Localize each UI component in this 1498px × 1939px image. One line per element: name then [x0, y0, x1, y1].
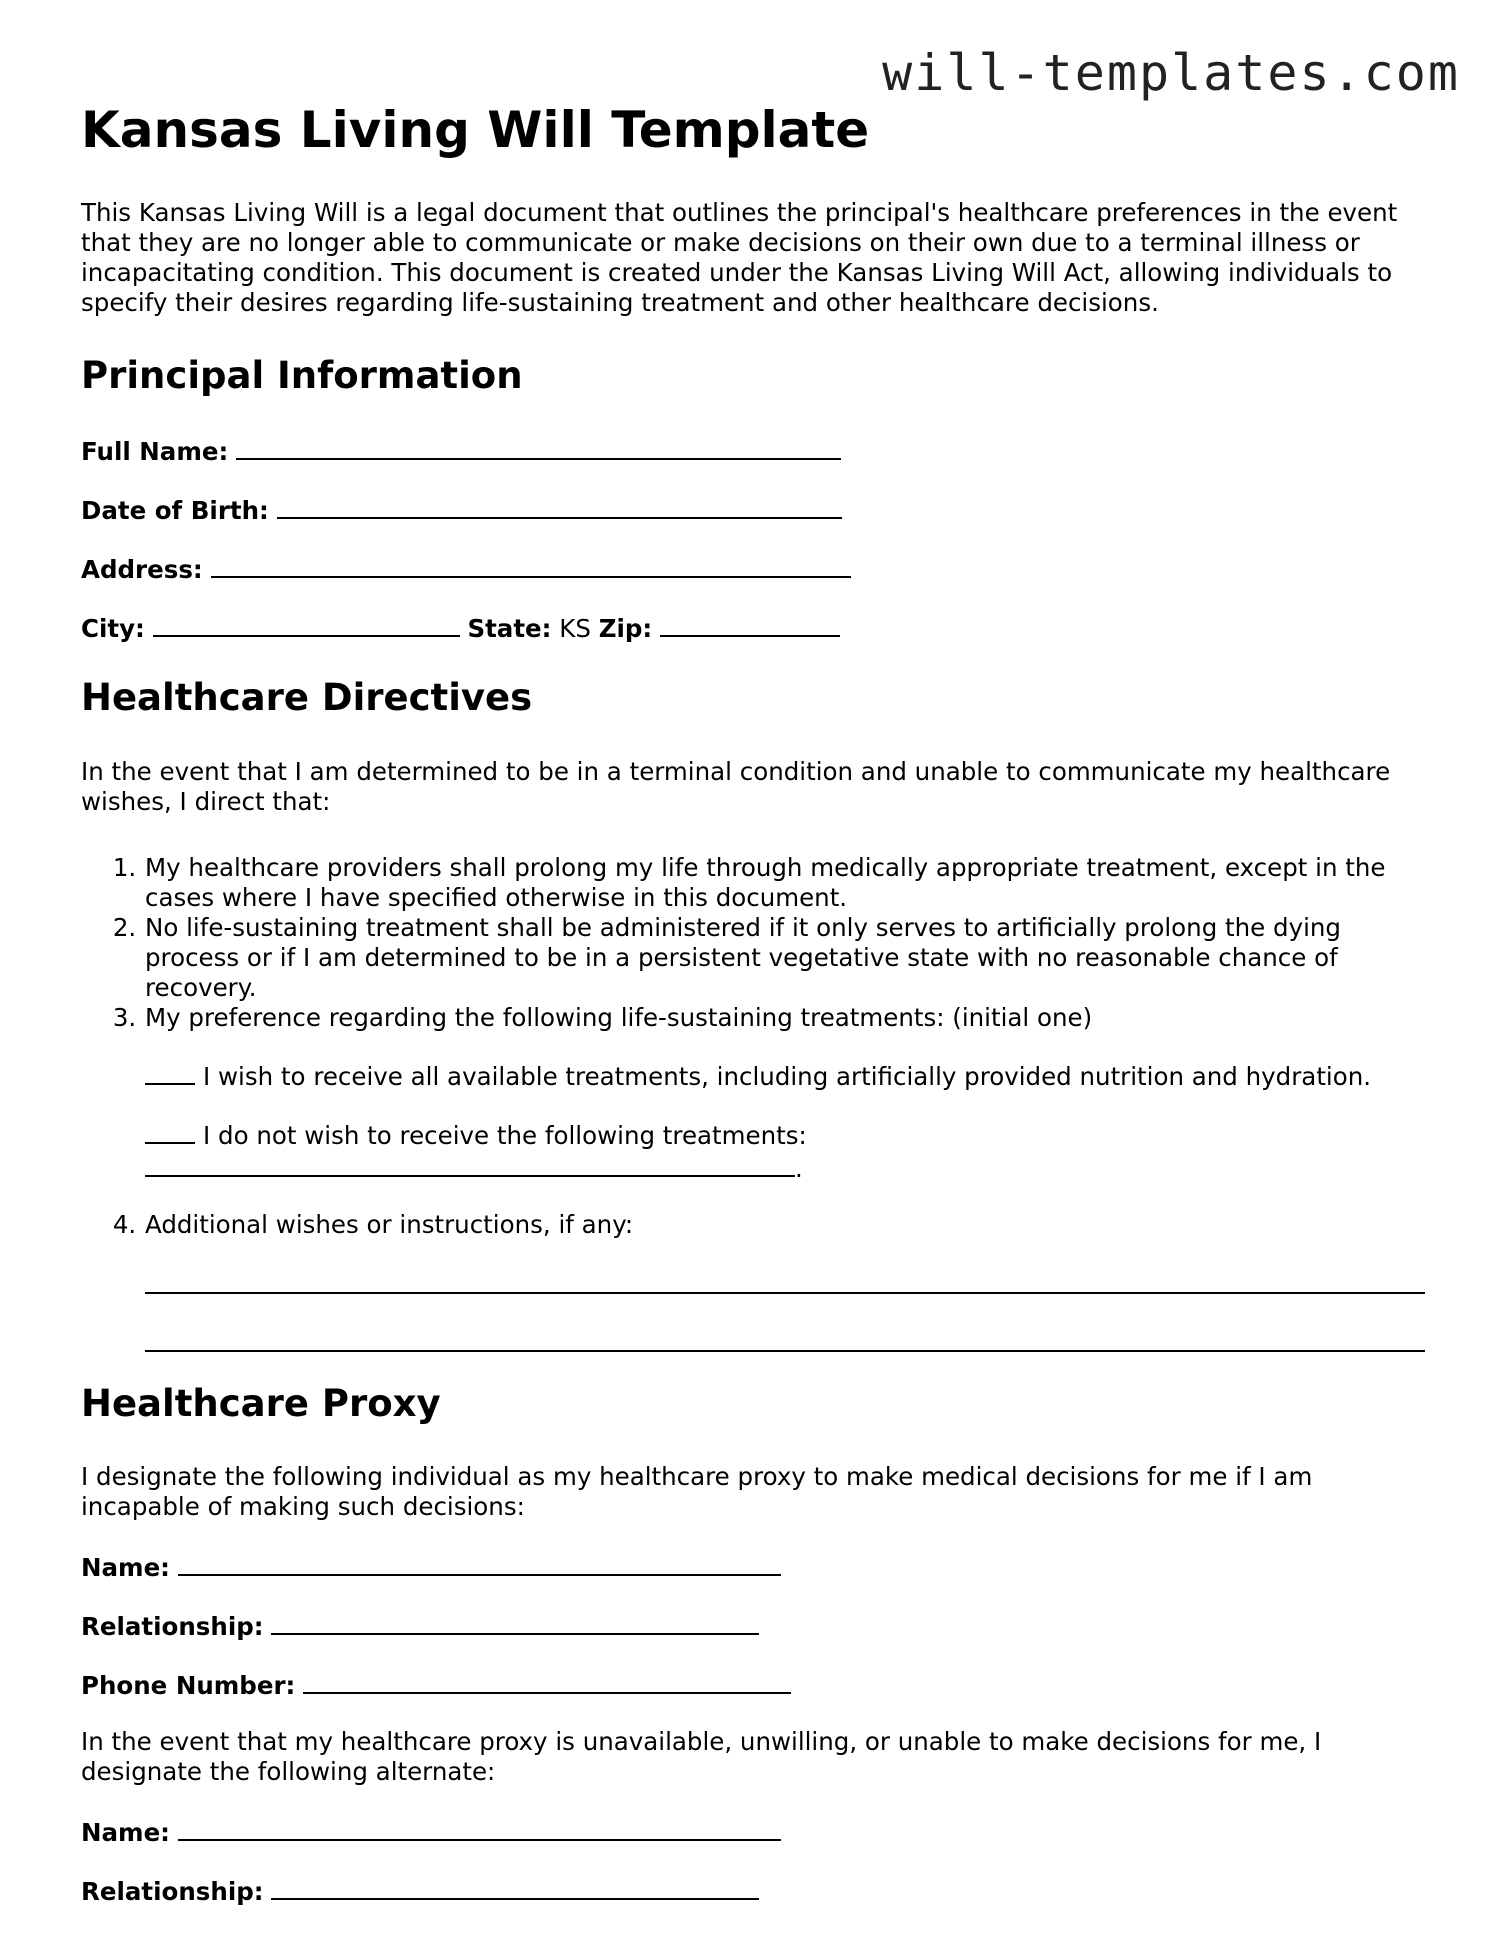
document-title: Kansas Living Will Template [81, 101, 870, 159]
directive-item-4-text: Additional wishes or instructions, if any: [145, 1209, 634, 1239]
proxy-heading: Healthcare Proxy [81, 1381, 441, 1425]
option-decline-text: I do not wish to receive the following treatments: [203, 1120, 807, 1150]
proxy-phone-label: Phone Number: [81, 1671, 296, 1701]
full-name-label: Full Name: [81, 437, 229, 467]
option-receive-initial-blank[interactable] [145, 1059, 195, 1085]
address-label: Address: [81, 555, 203, 585]
proxy-intro: I designate the following individual as my healthcare proxy to make medical decisions for me if I am incapable of making such decisions: [81, 1462, 1313, 1522]
proxy-phone-field [81, 1668, 1421, 1701]
intro-paragraph: This Kansas Living Will is a legal document that outlines the principal's healthcare preferences in the event that they are no longer able to communicate or make decisions on their own due to a terminal illness or incapacitating condition. This document is created under the Kansas Living Will Act, allowing individuals to specify their desires regarding life-sustaining treatment and other healthcare decisions. [81, 198, 1398, 317]
directive-item-3-text: My preference regarding the following life-sustaining treatments: (initial one) [145, 1002, 1093, 1032]
alternate-intro: In the event that my healthcare proxy is unavailable, unwilling, or unable to make decisions for me, I designate the following alternate: [81, 1727, 1322, 1787]
zip-blank[interactable] [660, 611, 840, 637]
full-name-field [81, 434, 1421, 467]
alternate-name-field [81, 1815, 1421, 1848]
zip-label: Zip: [598, 614, 653, 644]
directive-item-4 [144, 1210, 1421, 1352]
directive-item-2: 2. No life-sustaining treatment shall be administered if it only serves to artificially prolong the dying process or if I am determined to be in a persistent vegetative state with no reasonable chance of recovery. [144, 913, 1421, 1003]
city-label: City: [81, 614, 145, 644]
declined-treatments-blank[interactable] [145, 1151, 795, 1177]
state-label: State: [467, 614, 552, 644]
city-state-zip-field [81, 611, 1421, 644]
proxy-name-label: Name: [81, 1553, 170, 1583]
directives-list [81, 853, 1421, 1352]
alternate-relationship-label: Relationship: [81, 1877, 264, 1907]
proxy-name-field [81, 1550, 1421, 1583]
proxy-relationship-label: Relationship: [81, 1612, 264, 1642]
alternate-relationship-field [81, 1874, 1421, 1907]
additional-wishes-lines [145, 1266, 1421, 1352]
proxy-name-blank[interactable] [178, 1550, 781, 1576]
alternate-relationship-blank[interactable] [271, 1874, 759, 1900]
option-decline-initial-blank[interactable] [145, 1118, 195, 1144]
proxy-phone-blank[interactable] [303, 1668, 791, 1694]
full-name-blank[interactable] [236, 434, 841, 460]
principal-heading: Principal Information [81, 354, 523, 397]
dob-label: Date of Birth: [81, 496, 269, 526]
document-page [81, 100, 1421, 1933]
directives-intro: In the event that I am determined to be in a terminal condition and unable to communicate my healthcare wishes, I direct that: [81, 756, 1391, 816]
option-decline [145, 1118, 1421, 1184]
address-field [81, 552, 1421, 585]
additional-wishes-line-1[interactable] [145, 1266, 1425, 1294]
option-receive-text: I wish to receive all available treatments, including artificially provided nutrition and hydration. [203, 1061, 1372, 1091]
alternate-name-blank[interactable] [178, 1815, 781, 1841]
option-receive [145, 1059, 1421, 1092]
option-decline-treatments-line [145, 1151, 1421, 1184]
proxy-relationship-field [81, 1609, 1421, 1642]
directive-item-1: 1. My healthcare providers shall prolong my life through medically appropriate treatment, except in the cases where I have specified otherwise in this document. [144, 853, 1421, 913]
directive-item-3 [144, 1003, 1421, 1184]
address-blank[interactable] [211, 552, 851, 578]
additional-wishes-line-2[interactable] [145, 1324, 1425, 1352]
directives-heading: Healthcare Directives [81, 676, 533, 720]
alternate-name-label: Name: [81, 1818, 170, 1848]
dob-field [81, 493, 1421, 526]
proxy-relationship-blank[interactable] [271, 1609, 759, 1635]
watermark-text: will-templates.com [882, 44, 1460, 102]
state-value: KS [559, 614, 591, 644]
dob-blank[interactable] [277, 493, 842, 519]
declined-treatments-period: . [795, 1153, 803, 1183]
city-blank[interactable] [153, 611, 460, 637]
